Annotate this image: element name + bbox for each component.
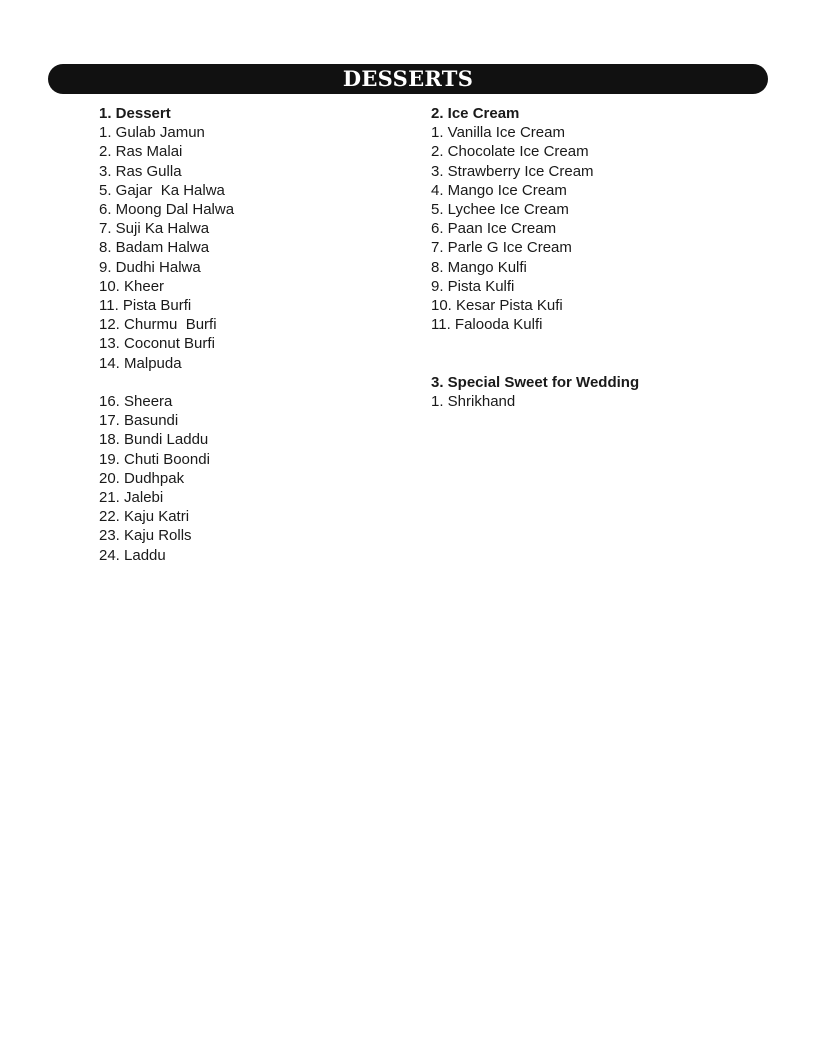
- dessert-list-a: [99, 123, 399, 373]
- list-item: 2. Ras Malai: [99, 143, 183, 161]
- list-item: 21. Jalebi: [99, 489, 164, 507]
- list-item: 1. Vanilla Ice Cream: [431, 124, 565, 142]
- list-item: 14. Malpuda: [99, 354, 182, 372]
- list-item: 19. Chuti Boondi: [99, 450, 210, 468]
- list-item: 9. Pista Kulfi: [431, 277, 515, 295]
- list-item: 24. Laddu: [99, 546, 166, 564]
- list-item: 9. Dudhi Halwa: [99, 258, 201, 276]
- list-item: 20. Dudhpak: [99, 469, 185, 487]
- list-item: 8. Badam Halwa: [99, 239, 210, 257]
- list-item: 1. Gulab Jamun: [99, 124, 205, 142]
- list-item: 8. Mango Kulfi: [431, 258, 527, 276]
- list-item: 16. Sheera: [99, 393, 173, 411]
- list-item: 6. Moong Dal Halwa: [99, 201, 235, 219]
- title-banner: [48, 64, 768, 94]
- list-item: 3. Strawberry Ice Cream: [431, 162, 594, 180]
- dessert-list-b: [99, 392, 399, 565]
- list-item: 5. Gajar Ka Halwa: [99, 181, 225, 199]
- list-item: 6. Paan Ice Cream: [431, 220, 557, 238]
- ice-cream-list: [431, 123, 761, 334]
- list-item: 10. Kesar Pista Kufi: [431, 297, 563, 315]
- list-item: 4. Mango Ice Cream: [431, 181, 567, 199]
- list-item: 1. Shrikhand: [431, 393, 516, 411]
- list-item: 5. Lychee Ice Cream: [431, 201, 569, 219]
- list-item: 12. Churmu Burfi: [99, 316, 217, 334]
- list-item: 11. Pista Burfi: [99, 297, 192, 315]
- dessert-column: [99, 104, 399, 565]
- spacer: [431, 334, 761, 372]
- list-item: 2. Chocolate Ice Cream: [431, 143, 589, 161]
- list-item: 23. Kaju Rolls: [99, 527, 192, 545]
- page-title: DESSERTS: [342, 66, 474, 91]
- list-item: 17. Basundi: [99, 412, 179, 430]
- list-item: 18. Bundi Laddu: [99, 431, 209, 449]
- list-item: 3. Ras Gulla: [99, 162, 182, 180]
- special-list: [431, 392, 761, 411]
- ice-cream-column: [431, 104, 761, 411]
- list-item: 10. Kheer: [99, 277, 165, 295]
- spacer: [99, 373, 399, 392]
- section-heading-dessert: 1. Dessert: [99, 105, 171, 122]
- section-heading-special: 3. Special Sweet for Wedding: [431, 373, 640, 391]
- section-heading-ice-cream: 2. Ice Cream: [431, 105, 520, 122]
- list-item: 13. Coconut Burfi: [99, 335, 215, 353]
- list-item: 7. Suji Ka Halwa: [99, 220, 210, 238]
- list-item: 11. Falooda Kulfi: [431, 316, 543, 334]
- list-item: 22. Kaju Katri: [99, 508, 190, 526]
- list-item: 7. Parle G Ice Cream: [431, 239, 572, 257]
